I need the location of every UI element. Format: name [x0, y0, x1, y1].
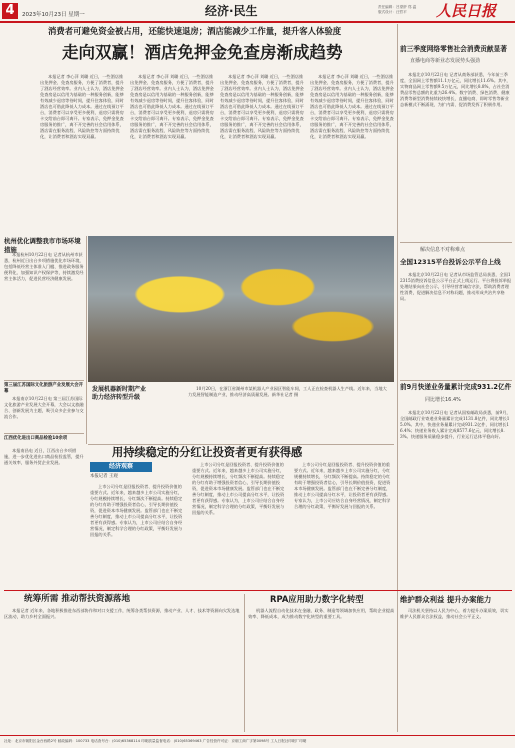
bottom-story-1-title: 统筹所需 推动帮扶资源落地 [24, 594, 131, 604]
left-col-divider [86, 236, 87, 444]
section-title: 经济·民生 [205, 4, 258, 18]
left-item2-body-text: 本报南京10月22日电 第三届江苏国际文化旅游产业发展大会开幕，大会以文旅融合、创新发展为主题，吸引众多企业参与交流合作。 [4, 396, 84, 419]
editors-credit: 责任编辑：吕望舒 郑 温 版式设计：汪哲平 [378, 5, 417, 14]
left-col-rule-1 [4, 380, 84, 381]
bottom-story-3-body-text: 司法机关坚持以人民为中心，着力提升办案质效，切实维护人民群众合法权益，推动社会公平正义。 [400, 608, 509, 619]
complaint-box-body [400, 272, 512, 378]
column-tag-label: 经济观察 [108, 463, 133, 470]
express-stat-body-text: 本报北京10月22日电 记者从国家邮政局获悉，前9月，全国邮政行业寄递业务量累计完成1131.8亿件，同比增长15.0%。其中，快递业务量累计完成931.2亿件，同比增长16.4%；快递业务收入累计完成8577.6亿元，同比增长8.3%。快递服务质量稳步提升，行业运行总体平稳向好。 [400, 410, 511, 439]
photo-caption-box [88, 382, 394, 442]
lead-body-col-1 [40, 74, 124, 234]
middle-body-text-3: 上市公司分红是回报投资者、提升投资价值的重要方式。近年来，越来越多上市公司实施分红，分红规模持续增长，分红频次不断提高。持续稳定的分红有助于增强投资者信心，引导长期价值投资，促进资本市场健康发展。监管部门也在不断完善分红制度，推动上市公司提高分红水平，让投资者更有获得感。专家认为，上市公司应结合自身经营情况，制定科学合理的分红政策，平衡好发展与回报的关系。 [294, 462, 391, 509]
middle-headline: 用持续稳定的分红让投资者更有获得感 [112, 446, 303, 459]
lead-body-text-2: 本报记者 李心萍 刘璐 近日，一些酒店推出免押金、免查房服务，方便了消费者，提升了酒店经营效率。业内人士认为，酒店免押金免查房是以信用为基础的一种服务创新，能够有效减少退房等待时间，提升住客体验，同时酒店也可借此降低人力成本。通过在线预订平台，消费者可以享受更多便利，退房只需将房卡交给前台即可离开。专家表示，免押金免查房服务的推广，离不开完善的社会信用体系，酒店需在服务流程、风险防控等方面持续优化，让消费者和酒店实现双赢。 [130, 74, 214, 139]
bottom-story-3-title: 维护群众利益 提升办案能力 [400, 595, 492, 604]
column-tag-box [90, 462, 152, 472]
left-col-body [4, 252, 84, 378]
complaint-box-title: 全国12315平台投诉公示平台上线 [400, 258, 501, 266]
left-item3-body-text: 本报南昌电 近日，江西出台多项措施，进一步优化进出口商品检验监管，提升通关效率，服务外贸企业发展。 [4, 448, 84, 465]
bottom-story-2-title: RPA应用助力数字化转型 [270, 594, 364, 604]
bottom-story-2-body [248, 608, 396, 732]
footer-info: 社址：北京市朝阳区金台西路2号 邮政编码：100733 电话查号台：(010)65368114 印刷质量监督电话：(010)65369463 广告经营许可证：京朝工商广字第0098号 工人日报社印刷厂印刷 [4, 739, 307, 743]
photo-caption-title: 发展机器新时期产业 助力经济转型升级 [92, 386, 147, 401]
bottom-divider-2 [397, 594, 398, 732]
lead-kicker: 消费者可避免资金被占用，还能快速退房；酒店能减少工作量，提升客人体验度 [48, 26, 342, 36]
right-col-body-text: 本报北京10月22日电 记者从商务部获悉，今年前三季度，全国网上零售额11.1万亿元，同比增长11.6%。其中，实物商品网上零售额9.5万亿元，同比增长8.8%，占社会消费品零售总额的比重为26.4%。数字消费、绿色消费、健康消费等新型消费持续较快增长，直播电商、即时零售等新业态新模式不断涌现，为扩内需、促消费发挥了积极作用。 [400, 72, 511, 107]
left-item2-title: 第三届江苏国际文化旅游产业发展大会开幕 [4, 383, 84, 394]
right-col-subtitle: 直播电商等新业态发展势头强劲 [410, 58, 481, 64]
lead-body-text: 本报记者 李心萍 刘璐 近日，一些酒店推出免押金、免查房服务，方便了消费者，提升了酒店经营效率。业内人士认为，酒店免押金免查房是以信用为基础的一种服务创新，能够有效减少退房等待时间，提升住客体验，同时酒店也可借此降低人力成本。通过在线预订平台，消费者可以享受更多便利，退房只需将房卡交给前台即可离开。专家表示，免押金免查房服务的推广，离不开完善的社会信用体系，酒店需在服务流程、风险防控等方面持续优化，让消费者和酒店实现双赢。 [40, 74, 124, 139]
right-col-rule-2 [400, 380, 512, 381]
bottom-story-1-body [4, 608, 240, 732]
left-item3-body [4, 448, 84, 558]
express-stat-title: 前9月快递业务量累计完成931.2亿件 [400, 383, 512, 391]
page-number: 4 [2, 3, 18, 19]
middle-author: 本报记者 王观 [90, 474, 118, 479]
factory-robot-photo [88, 236, 394, 382]
photo-caption-body [188, 386, 390, 438]
middle-body-col-2 [192, 462, 287, 586]
bottom-story-3-body [400, 608, 512, 732]
left-item3-title: 江西优化进出口商品检验10余项 [4, 436, 68, 441]
bottom-story-1-body-text: 本报记者 近年来，各地积极推进东西部协作和对口支援工作，统筹各类帮扶资源，推动产业、人才、技术等资源向欠发达地区流动，助力乡村全面振兴。 [4, 608, 240, 619]
lead-body-text-4: 本报记者 李心萍 刘璐 近日，一些酒店推出免押金、免查房服务，方便了消费者，提升了酒店经营效率。业内人士认为，酒店免押金免查房是以信用为基础的一种服务创新，能够有效减少退房等待时间，提升住客体验，同时酒店也可借此降低人力成本。通过在线预订平台，消费者可以享受更多便利，退房只需将房卡交给前台即可离开。专家表示，免押金免查房服务的推广，离不开完善的社会信用体系，酒店需在服务流程、风险防控等方面持续优化，让消费者和酒店实现双赢。 [310, 74, 394, 139]
left-item2-body [4, 396, 84, 432]
express-stat-subtitle: 同比增长16.4% [425, 397, 461, 403]
lead-body-col-2 [130, 74, 214, 234]
right-col-title: 前三季度网络零售社会消费贡献显著 [400, 45, 507, 53]
photo-caption-body-text: 10月20日，在浙江省湖州市某机器人产业园区智能车间，工人正在检查机器人生产线。近年来，当地大力发展智能制造产业，推动经济高质量发展。新华社记者 摄 [188, 386, 387, 397]
bottom-top-rule [4, 590, 512, 591]
masthead [0, 0, 515, 22]
left-col-title: 杭州优化调整我市市场环境措施 [4, 237, 81, 254]
masthead-divider [0, 21, 515, 23]
bottom-divider-1 [244, 594, 245, 732]
newspaper-logo: 人民日报 [436, 2, 497, 20]
complaint-box-kicker: 解决信息不对称难点 [420, 247, 466, 253]
lead-headline: 走向双赢！酒店免押金免查房渐成趋势 [62, 43, 343, 62]
complaint-box-body-text: 本报北京10月22日电 记者从市场监管总局获悉，全国12315消费投诉信息公示平台正式上线运行。平台将投诉举报处理结果向社会公示，引导经营者诚信守法，帮助消费者理性消费，促进解决信息不对称问题，推动形成共治共享格局。 [400, 272, 512, 301]
bottom-story-2-body-text: 机器人流程自动化技术在金融、政务、制造等领域加快应用，帮助企业提高效率、降低成本，成为推动数字化转型的重要工具。 [248, 608, 395, 619]
left-col-rule-2 [4, 433, 84, 434]
right-col-body [400, 72, 512, 240]
footer-rule [0, 735, 515, 736]
lead-body-text-3: 本报记者 李心萍 刘璐 近日，一些酒店推出免押金、免查房服务，方便了消费者，提升了酒店经营效率。业内人士认为，酒店免押金免查房是以信用为基础的一种服务创新，能够有效减少退房等待时间，提升住客体验，同时酒店也可借此降低人力成本。通过在线预订平台，消费者可以享受更多便利，退房只需将房卡交给前台即可离开。专家表示，免押金免查房服务的推广，离不开完善的社会信用体系，酒店需在服务流程、风险防控等方面持续优化，让消费者和酒店实现双赢。 [220, 74, 304, 139]
right-col-divider [397, 24, 398, 644]
lead-body-col-3 [220, 74, 304, 234]
middle-top-rule [88, 444, 394, 445]
left-col-body-text: 本报杭州10月22日电 记者从杭州市获悉，杭州近日出台多项措施优化市场环境，包括降低经营主体准入门槛、推进政务服务便利化、加强知识产权保护等，持续激发经营主体活力，促进民营经济健康发展。 [4, 252, 84, 281]
middle-body-text-2: 上市公司分红是回报投资者、提升投资价值的重要方式。近年来，越来越多上市公司实施分红，分红规模持续增长，分红频次不断提高。持续稳定的分红有助于增强投资者信心，引导长期价值投资，促进资本市场健康发展。监管部门也在不断完善分红制度，推动上市公司提高分红水平，让投资者更有获得感。专家认为，上市公司应结合自身经营情况，制定科学合理的分红政策，平衡好发展与回报的关系。 [192, 462, 285, 515]
issue-date: 2023年10月23日 星期一 [22, 12, 85, 18]
middle-body-col-1 [90, 484, 185, 586]
middle-body-text-1: 上市公司分红是回报投资者、提升投资价值的重要方式。近年来，越来越多上市公司实施分红，分红规模持续增长，分红频次不断提高。持续稳定的分红有助于增强投资者信心，引导长期价值投资，促进资本市场健康发展。监管部门也在不断完善分红制度，推动上市公司提高分红水平，让投资者更有获得感。专家认为，上市公司应结合自身经营情况，制定科学合理的分红政策，平衡好发展与回报的关系。 [90, 484, 183, 537]
right-col-rule-1 [400, 242, 512, 243]
middle-body-col-3 [294, 462, 394, 586]
lead-body-col-4 [310, 74, 394, 234]
